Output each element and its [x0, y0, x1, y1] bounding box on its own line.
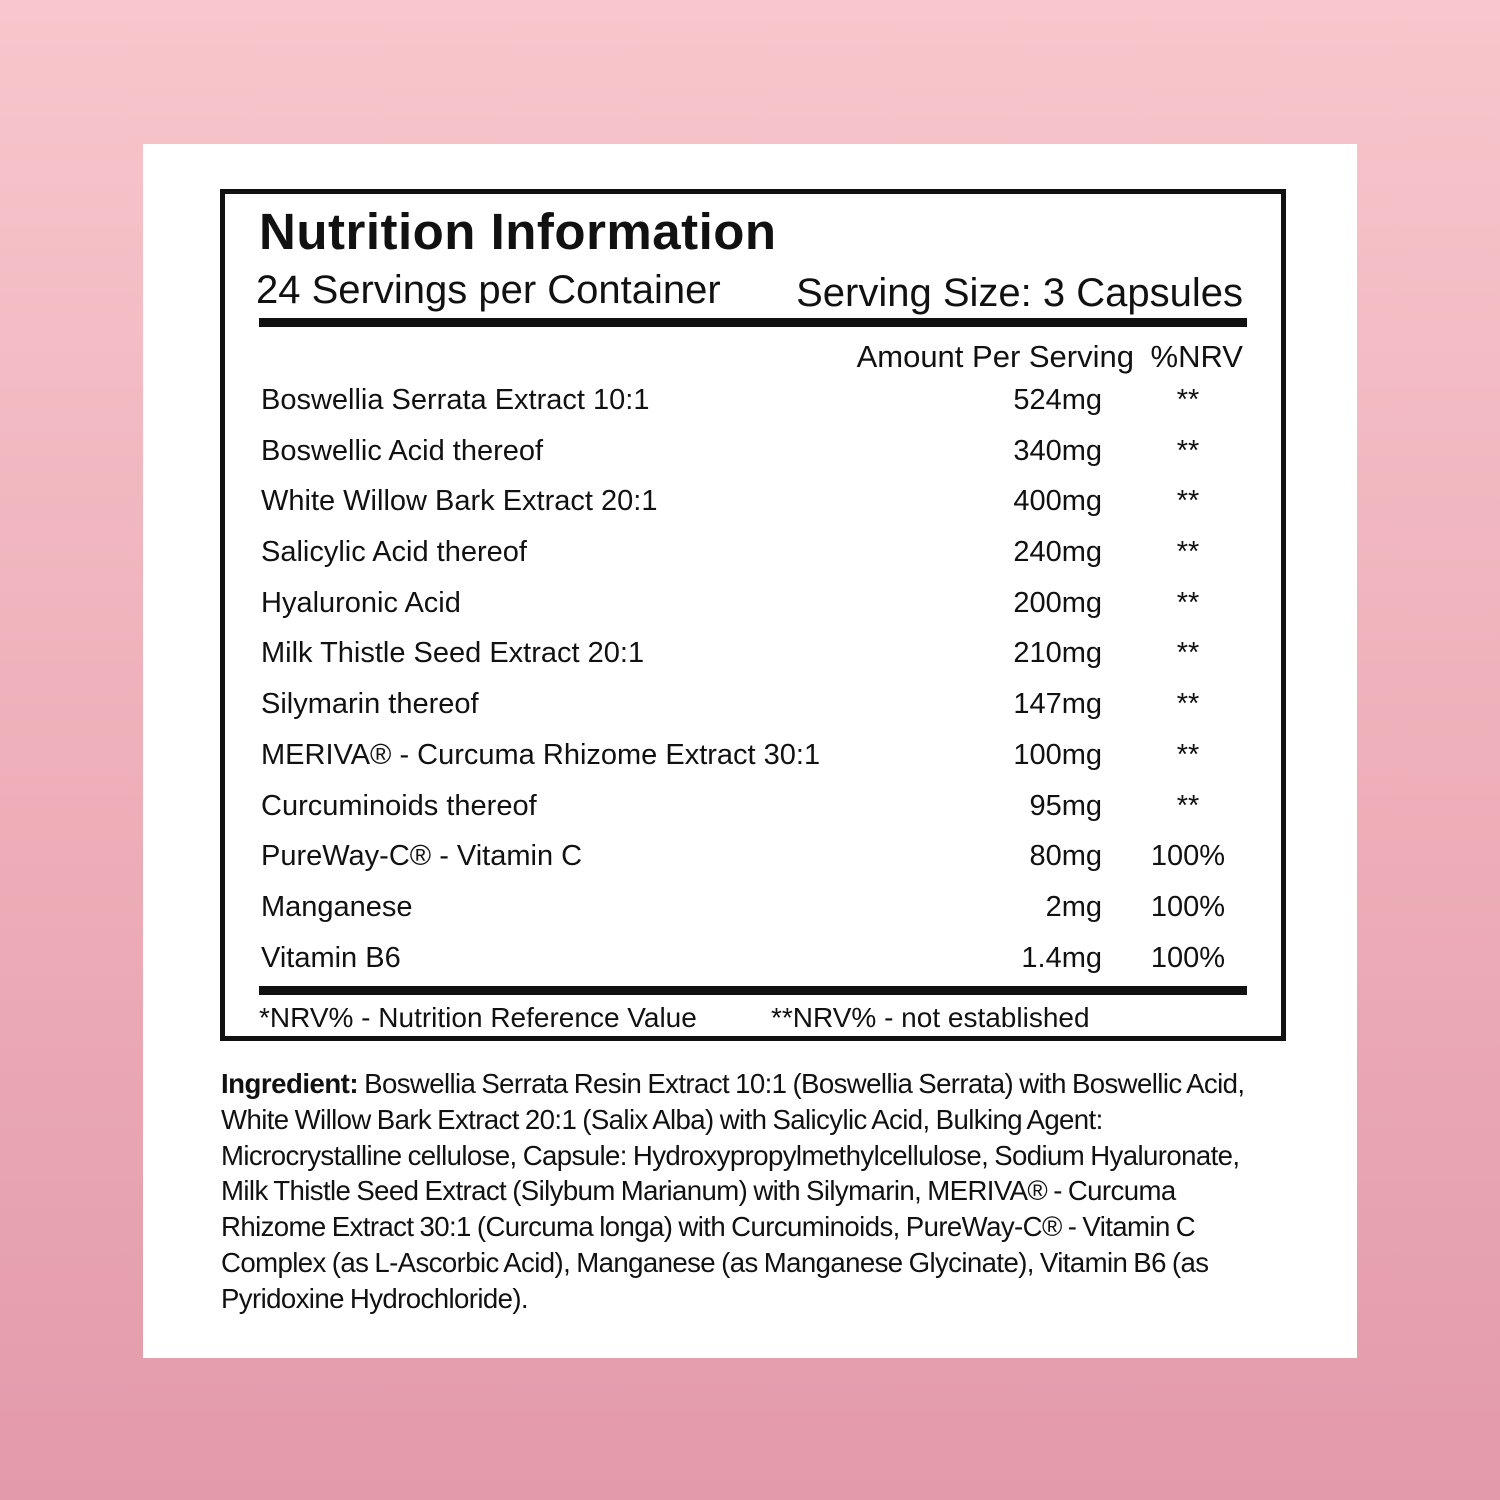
table-row: [225, 881, 1281, 932]
table-row: [225, 780, 1281, 831]
nutrient-nrv: **: [1176, 485, 1200, 518]
column-header-nrv: %NRV: [1150, 339, 1243, 374]
nutrient-amount: 210mg: [1013, 637, 1102, 670]
table-row: [225, 830, 1281, 881]
nutrient-name: Manganese: [261, 890, 413, 923]
nutrient-nrv: **: [1176, 586, 1200, 619]
nutrient-name: Hyaluronic Acid: [261, 586, 461, 619]
nutrient-amount: 400mg: [1013, 485, 1102, 518]
nutrient-name: Boswellic Acid thereof: [261, 434, 544, 467]
table-row: [225, 526, 1281, 577]
nutrient-name: PureWay-C® - Vitamin C: [261, 840, 583, 873]
footer-divider: [259, 986, 1247, 995]
header-divider: [259, 318, 1247, 327]
table-row: [225, 425, 1281, 476]
table-row: [225, 475, 1281, 526]
nutrient-amount: 147mg: [1013, 688, 1102, 721]
nutrient-amount: 100mg: [1013, 738, 1102, 771]
nutrient-amount: 200mg: [1013, 586, 1102, 619]
nutrient-nrv: 100%: [1150, 840, 1226, 873]
nutrient-nrv: 100%: [1150, 941, 1226, 974]
table-row: [225, 678, 1281, 729]
nutrient-name: Curcuminoids thereof: [261, 789, 537, 822]
servings-per-container: 24 Servings per Container: [256, 268, 721, 312]
footnote-not-established: **NRV% - not established: [771, 1002, 1090, 1033]
nutrient-nrv: **: [1176, 536, 1200, 569]
nutrient-table: [225, 374, 1281, 982]
nutrient-amount: 340mg: [1013, 434, 1102, 467]
table-row: [225, 577, 1281, 628]
nutrient-amount: 95mg: [1029, 789, 1102, 822]
table-row: [225, 374, 1281, 425]
nutrient-name: MERIVA® - Curcuma Rhizome Extract 30:1: [261, 738, 821, 771]
nutrient-amount: 524mg: [1013, 384, 1102, 416]
nutrient-nrv: **: [1176, 637, 1200, 670]
nutrient-amount: 240mg: [1013, 536, 1102, 569]
nutrient-nrv: 100%: [1150, 890, 1226, 923]
nutrient-name: Silymarin thereof: [261, 688, 479, 721]
ingredients-list: Boswellia Serrata Resin Extract 10:1 (Boswellia Serrata) with Boswellic Acid, White Willow Bark Extract 20:1 (Salix Alba) with Salicylic Acid, Bulking Agent: Microcrystalline cellulose, Capsule: Hydroxypropylmethylcellulose, Sodium Hyaluronate, Milk Thistle Seed Extract (Silybum Marianum) with Silymarin, MERIVA® - Curcuma Rhizome Extract 30:1 (Curcuma longa) with Curcuminoids, PureWay-C® - Vitamin C Complex (as L-Ascorbic Acid), Manganese (as Manganese Glycinate), Vitamin B6 (as Pyridoxine Hydrochloride).: [221, 1068, 1245, 1314]
serving-size: Serving Size: 3 Capsules: [796, 271, 1243, 315]
nutrient-amount: 80mg: [1029, 840, 1102, 873]
footnote-nrv: *NRV% - Nutrition Reference Value: [259, 1002, 697, 1033]
nutrient-amount: 2mg: [1045, 890, 1102, 923]
nutrient-amount: 1.4mg: [1021, 941, 1102, 974]
nutrition-panel: [220, 189, 1286, 1041]
table-row: [225, 627, 1281, 678]
panel-title: Nutrition Information: [259, 203, 777, 260]
nutrient-name: Boswellia Serrata Extract 10:1: [261, 384, 650, 416]
nutrient-name: Vitamin B6: [261, 941, 401, 974]
nutrient-nrv: **: [1176, 789, 1200, 822]
table-row: [225, 729, 1281, 780]
nutrient-nrv: **: [1176, 738, 1200, 771]
nutrient-nrv: **: [1176, 434, 1200, 467]
ingredients-label: Ingredient:: [221, 1068, 359, 1099]
nutrient-nrv: **: [1176, 688, 1200, 721]
table-row: [225, 932, 1281, 983]
nutrient-nrv: **: [1176, 384, 1200, 416]
ingredients-text: [221, 1066, 1281, 1317]
column-header-amount: Amount Per Serving: [856, 339, 1134, 374]
label-card: [143, 144, 1357, 1358]
nutrient-name: Salicylic Acid thereof: [261, 536, 527, 569]
nutrient-name: Milk Thistle Seed Extract 20:1: [261, 637, 645, 670]
nutrient-name: White Willow Bark Extract 20:1: [261, 485, 658, 518]
